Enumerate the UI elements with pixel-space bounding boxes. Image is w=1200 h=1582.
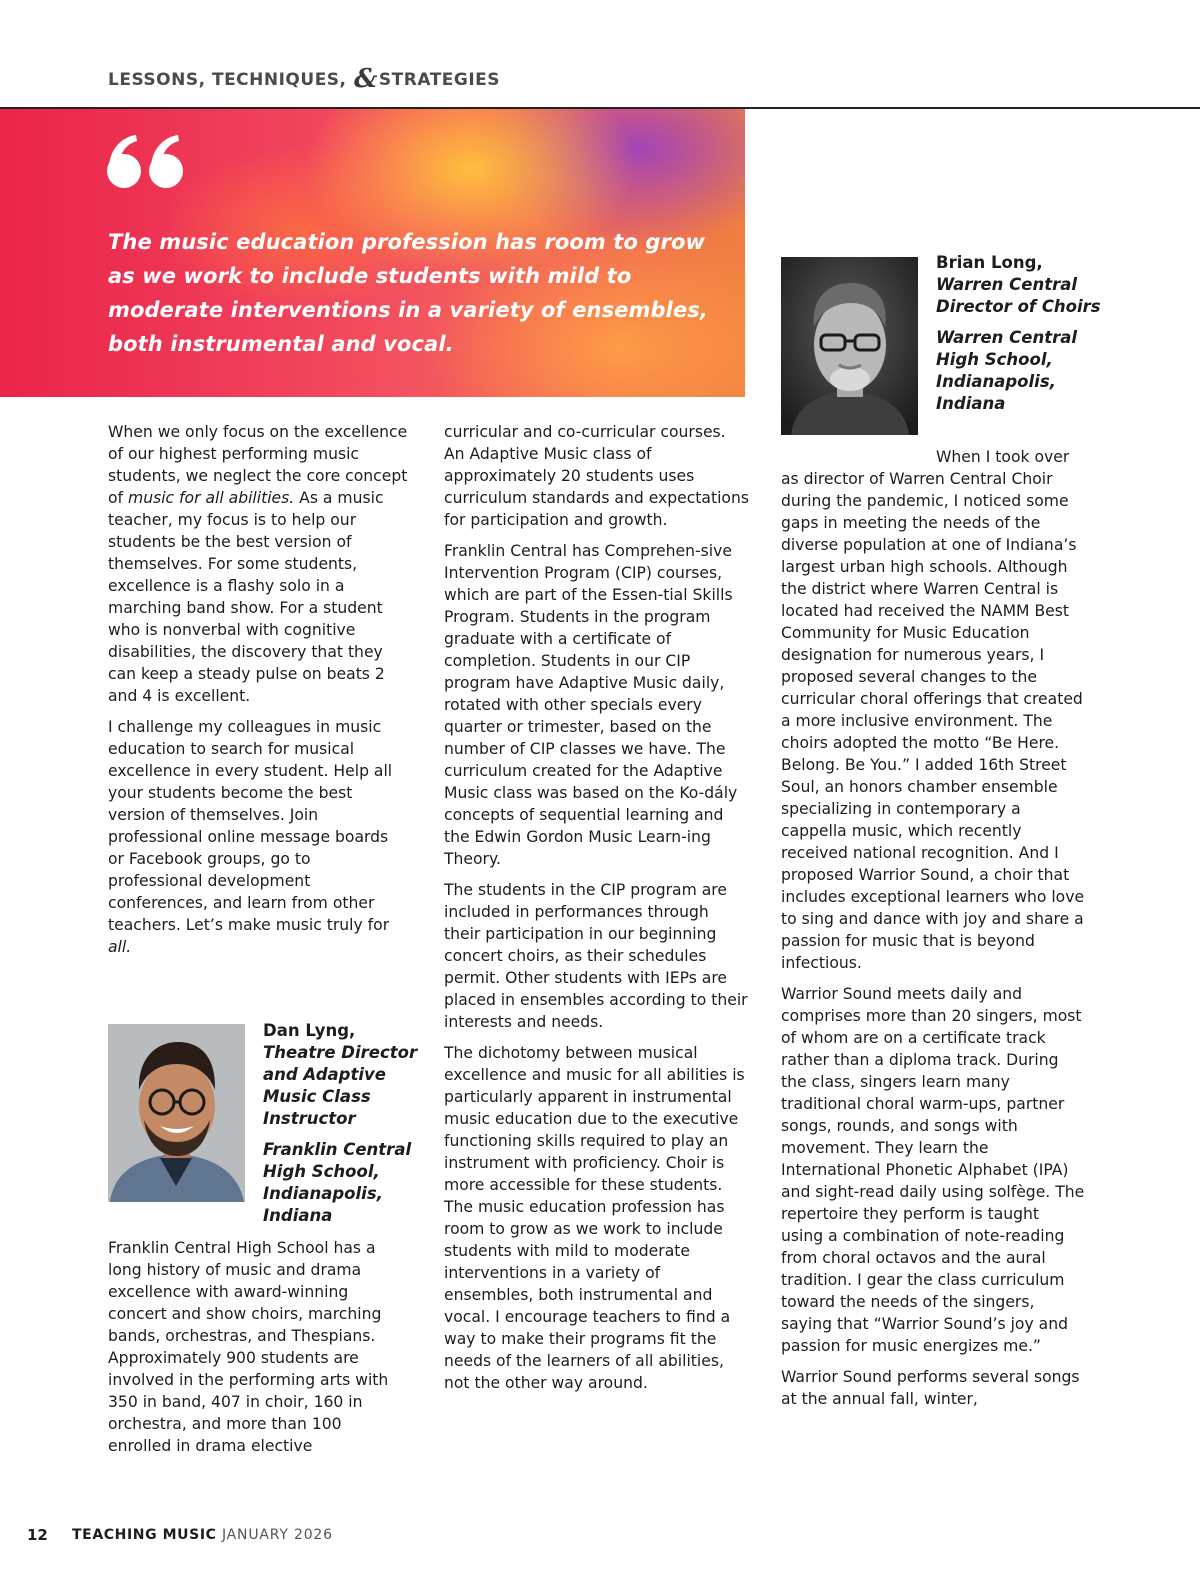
bio-school: Franklin Central High School, Indianapolis, Indiana xyxy=(263,1140,412,1225)
paragraph xyxy=(108,716,408,958)
ampersand-glyph: & xyxy=(353,64,378,94)
paragraph: Warrior Sound performs several songs at the annual fall, winter, xyxy=(781,1368,1080,1408)
magazine-title: TEACHING MUSIC xyxy=(72,1527,217,1543)
emphasis-text: all. xyxy=(108,938,132,956)
text-run: When we only focus on the excellence of our highest performing music students, we neglect the core concept of xyxy=(108,423,408,507)
article-column-1-continued xyxy=(108,1237,408,1466)
text-run: As a music teacher, my focus is to help our students be the best version of themselves. For some students, excellence is a flashy solo in a marching band show. For a student who is nonverbal with cognitive disabilities, the discovery that they can keep a steady pulse on beats 2 and 4 is excellent. xyxy=(108,489,385,705)
paragraph: The dichotomy between musical excellence and music for all abilities is particularly apparent in instrumental music education due to the executive functioning skills required to play an instrument with proficiency. Choir is more accessible for these students. The music education profession has room to grow as we work to include students with mild to moderate interventions in a variety of ensembles, both instrumental and vocal. I encourage teachers to find a way to make their programs fit the needs of the learners of all abilities, not the other way around. xyxy=(444,1044,745,1392)
issue-date: JANUARY 2026 xyxy=(222,1527,333,1543)
paragraph: Warrior Sound meets daily and comprises more than 20 singers, most of whom are on a certificate track rather than a diploma track. During the class, singers learn many traditional choral warm-ups, partner songs, rounds, and songs with movement. They learn the International Phonetic Alphabet (IPA) and sight-read daily using solfège. The repertoire they perform is taught using a combination of note-reading from choral octavos and the aural tradition. I gear the class curriculum toward the needs of the singers, saying that “Warrior Sound’s joy and passion for music energizes me.” xyxy=(781,985,1085,1355)
pull-quote-banner xyxy=(0,109,745,397)
paragraph: The students in the CIP program are included in performances through their participation in our beginning concert choirs, as their schedules permit. Other students with IEPs are placed in ensembles according to their interests and needs. xyxy=(444,881,748,1031)
bio-name: Brian Long, xyxy=(936,253,1043,272)
paragraph: When I took over as director of Warren Central Choir during the pandemic, I noticed some gaps in meeting the needs of the diverse population at one of Indiana’s largest urban high schools. Although the district where Warren Central is located had received the NAMM Best Community for Music Education designation for numerous years, I proposed several changes to the curricular choral offerings that created a more inclusive environment. The choirs adopted the motto “Be Here. Belong. Be You.” I added 16th Street Soul, an honors chamber ensemble specializing in contemporary a cappella music, which recently received national recognition. And I proposed Warrior Sound, a choir that includes exceptional learners who love to sing and dance with joy and share a passion for music that is beyond infectious. xyxy=(781,448,1085,972)
section-header xyxy=(108,64,500,94)
section-title-part2: STRATEGIES xyxy=(378,70,501,90)
article-column-2 xyxy=(444,421,749,1403)
dan-lyng-photo xyxy=(108,1024,245,1202)
bio-role: Warren Central Director of Choirs xyxy=(936,275,1101,316)
brian-long-photo xyxy=(781,257,918,435)
article-column-3 xyxy=(781,446,1086,1419)
dan-lyng-bio xyxy=(263,1020,433,1227)
quote-mark-icon xyxy=(106,131,188,191)
pull-quote-text: The music education profession has room to grow as we work to include students with mild to moderate interventions in a variety of ensembles, both instrumental and vocal. xyxy=(108,230,708,356)
paragraph: Franklin Central has Comprehen-sive Intervention Program (CIP) courses, which are part of the Essen-tial Skills Program. Students in the program graduate with a certificate of completion. Students in our CIP program have Adaptive Music daily, rotated with other specials every quarter or trimester, based on the number of CIP classes we have. The curriculum created for the Adaptive Music class was based on the Ko-dály concepts of sequential learning and the Edwin Gordon Music Learn-ing Theory. xyxy=(444,542,738,868)
page-number: 12 xyxy=(27,1526,48,1544)
section-title-part1: LESSONS, TECHNIQUES, xyxy=(108,70,347,90)
bio-role: Theatre Director and Adaptive Music Class Instructor xyxy=(263,1043,418,1128)
paragraph xyxy=(108,421,408,707)
paragraph: curricular and co-curricular courses. An Adaptive Music class of approximately 20 students uses curriculum standards and expectations for participation and growth. xyxy=(444,423,749,529)
bio-name: Dan Lyng, xyxy=(263,1021,356,1040)
paragraph: Franklin Central High School has a long history of music and drama excellence with award-winning concert and show choirs, marching bands, orchestras, and Thespians. Approximately 900 students are involved in the performing arts with 350 in band, 407 in choir, 160 in orchestra, and more than 100 enrolled in drama elective xyxy=(108,1239,389,1455)
article-column-1 xyxy=(108,421,408,967)
brian-long-bio xyxy=(936,252,1106,415)
emphasis-text: music for all abilities. xyxy=(128,489,295,507)
bio-school: Warren Central High School, Indianapolis, Indiana xyxy=(936,328,1078,413)
text-run: I challenge my colleagues in music education to search for musical excellence in every student. Help all your students become the best version of themselves. Join professional online message boards or Facebook groups, go to professional development conferences, and learn from other teachers. Let’s make music truly for xyxy=(108,718,393,934)
